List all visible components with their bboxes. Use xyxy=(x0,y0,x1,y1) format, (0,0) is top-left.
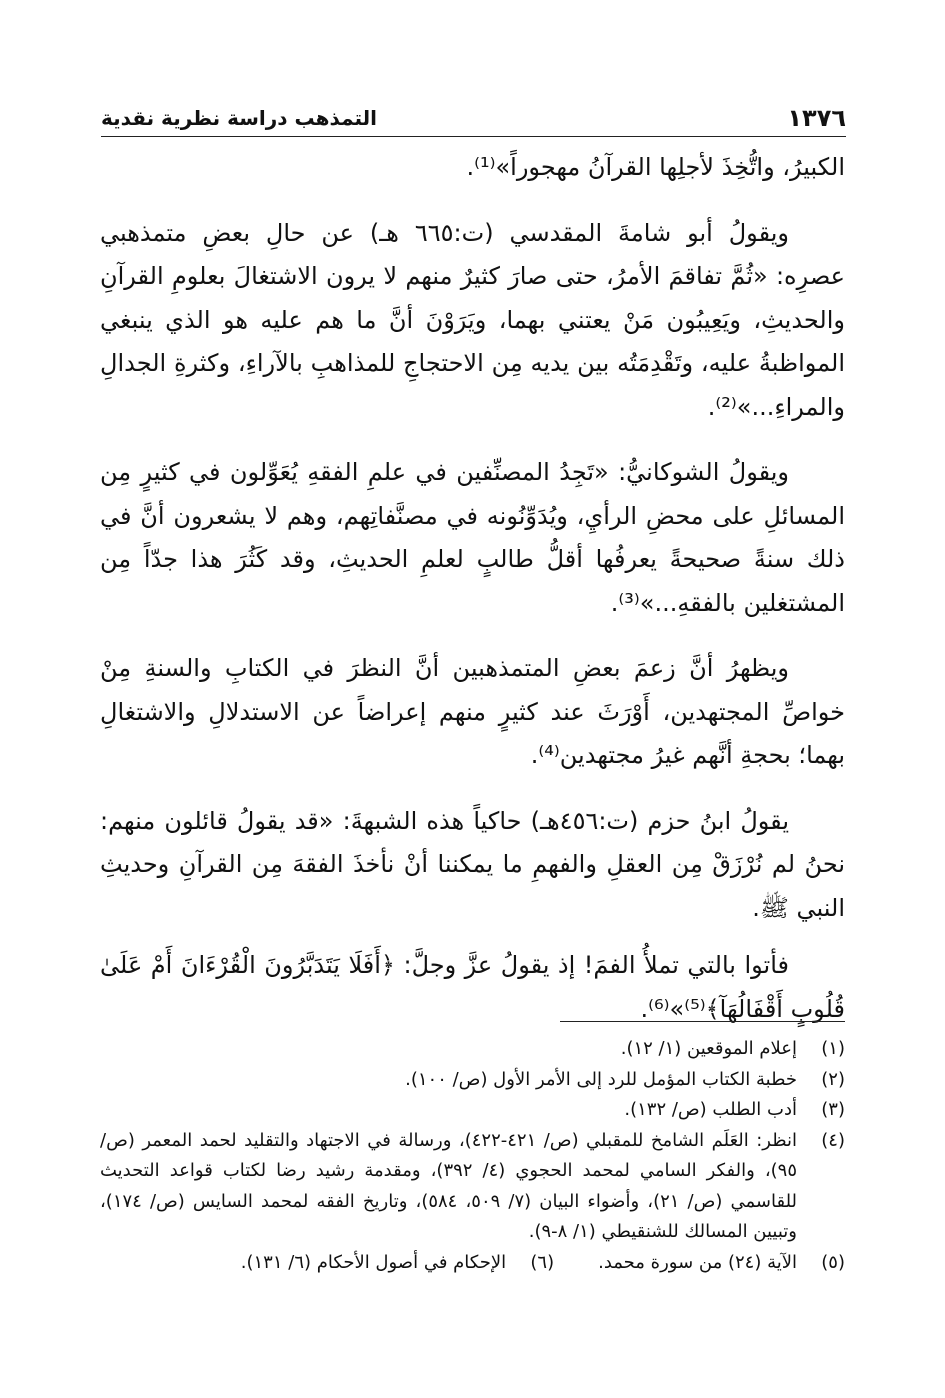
footnote-6 xyxy=(241,1248,554,1279)
page-header xyxy=(101,96,846,137)
footnote-5 xyxy=(598,1248,845,1279)
footnote-1 xyxy=(100,1034,845,1065)
footnote-number: (٥) xyxy=(821,1251,845,1273)
main-text xyxy=(100,146,845,1053)
footnote-number: (١) xyxy=(821,1038,845,1059)
footnotes xyxy=(100,1034,845,1278)
footnote-row-5-6 xyxy=(100,1248,845,1279)
footnote-number: (٤) xyxy=(821,1129,845,1151)
footnote-text: إعلام الموقعين (١/ ١٢). xyxy=(620,1038,797,1059)
footnote-number: (٦) xyxy=(530,1251,555,1273)
footnote-text: انظر: العَلَم الشامخ للمقبلي (ص/ ٤٢١-٤٢٢)، ورسالة في الاجتهاد والتقليد لحمد المعمر (ص/ ٩٥)، والفكر السامي لمحمد الحجوي (٤/ ٣٩٢)، ومقدمة رشيد رضا لكتاب قواعد التحديث للقاسمي (ص/ ٢١)، وأضواء البيان (٧/ ٥٠٩، ٥٨٤)، وتاريخ الفقه لمحمد السايس (ص/ ١٧٤)، وتبيين المسالك للشنقيطي (١/ ٨-٩). xyxy=(100,1129,798,1242)
paragraph-2: ويقولُ أبو شامةَ المقدسي (ت:٦٦٥ هـ) عن حالِ بعضِ متمذهبي عصرِه: «ثُمَّ تفاقمَ الأمرُ، حتى صارَ كثيرٌ منهم لا يرون الاشتغالَ بعلومِ القرآنِ والحديثِ، ويَعِيبُون مَنْ يعتني بهما، ويَرَوْنَ أنَّ ما هم عليه هو الذي ينبغي المواظبةُ عليه، وتَقْدِمَتُه بين يديه مِن الاحتجاجِ للمذاهبِ بالآراءِ، وكثرةِ الجدالِ والمراءِ...»⁽²⁾. xyxy=(100,218,845,421)
paragraph-5: يقولُ ابنُ حزم (ت:٤٥٦هـ) حاكياً هذه الشبهةَ: «قد يقولُ قائلون منهم: نحنُ لم نُرْزَقْ مِن العقلِ والفهمِ ما يمكننا أنْ نأخذَ الفقهَ مِن القرآنِ وحديثِ النبي ﷺ. xyxy=(100,806,845,922)
footnote-separator xyxy=(560,1021,845,1022)
footnote-text: أدب الطلب (ص/ ١٣٢). xyxy=(624,1099,797,1120)
paragraph-4: ويظهرُ أنَّ زعمَ بعضِ المتمذهبين أنَّ النظرَ في الكتابِ والسنةِ مِنْ خواصِّ المجتهدين، أَوْرَثَ عند كثيرٍ منهم إعراضاً عن الاستدلالِ والاشتغالِ بهما؛ بحجةِ أنَّهم غيرُ مجتهدين⁽⁴⁾. xyxy=(100,654,845,769)
paragraph-6: فأتوا بالتي تملأُ الفمَ! إذ يقولُ عزَّ وجلَّ: ﴿أَفَلَا يَتَدَبَّرُونَ الْقُرْءَانَ أَمْ عَلَىٰ قُلُوبٍ أَقْفَالُهَآ﴾⁽⁵⁾»⁽⁶⁾. xyxy=(100,951,845,1023)
footnote-4 xyxy=(100,1126,845,1248)
footnote-number: (٢) xyxy=(821,1068,845,1090)
footnote-text: الإحكام في أصول الأحكام (٦/ ١٣١). xyxy=(240,1251,507,1273)
footnote-text: خطبة الكتاب المؤمل للرد إلى الأمر الأول (ص/ ١٠٠). xyxy=(405,1068,797,1090)
footnote-3 xyxy=(100,1095,845,1126)
footnote-2 xyxy=(100,1065,845,1096)
page-number: ١٣٧٦ xyxy=(787,104,846,132)
footnote-number: (٣) xyxy=(821,1099,845,1120)
running-title: التمذهب دراسة نظرية نقدية xyxy=(101,106,378,130)
paragraph-3: ويقولُ الشوكانيُّ: «تَجِدُ المصنِّفين في علمِ الفقهِ يُعَوِّلون في كثيرٍ مِن المسائلِ على محضِ الرأيِ، ويُدَوِّنُونه في مصنَّفاتِهم، وهم لا يشعرون أنَّ في ذلك سنةً صحيحةً يعرفُها أقلُّ طالبٍ لعلمِ الحديثِ، وقد كَثُرَ هذا جدّاً مِن المشتغلين بالفقهِ...»⁽³⁾. xyxy=(100,458,845,617)
footnote-text: الآية (٢٤) من سورة محمد. xyxy=(598,1251,797,1273)
paragraph-1: الكبيرُ، واتُّخِذَ لأجلِها القرآنُ مهجوراً»⁽¹⁾. xyxy=(466,153,845,181)
